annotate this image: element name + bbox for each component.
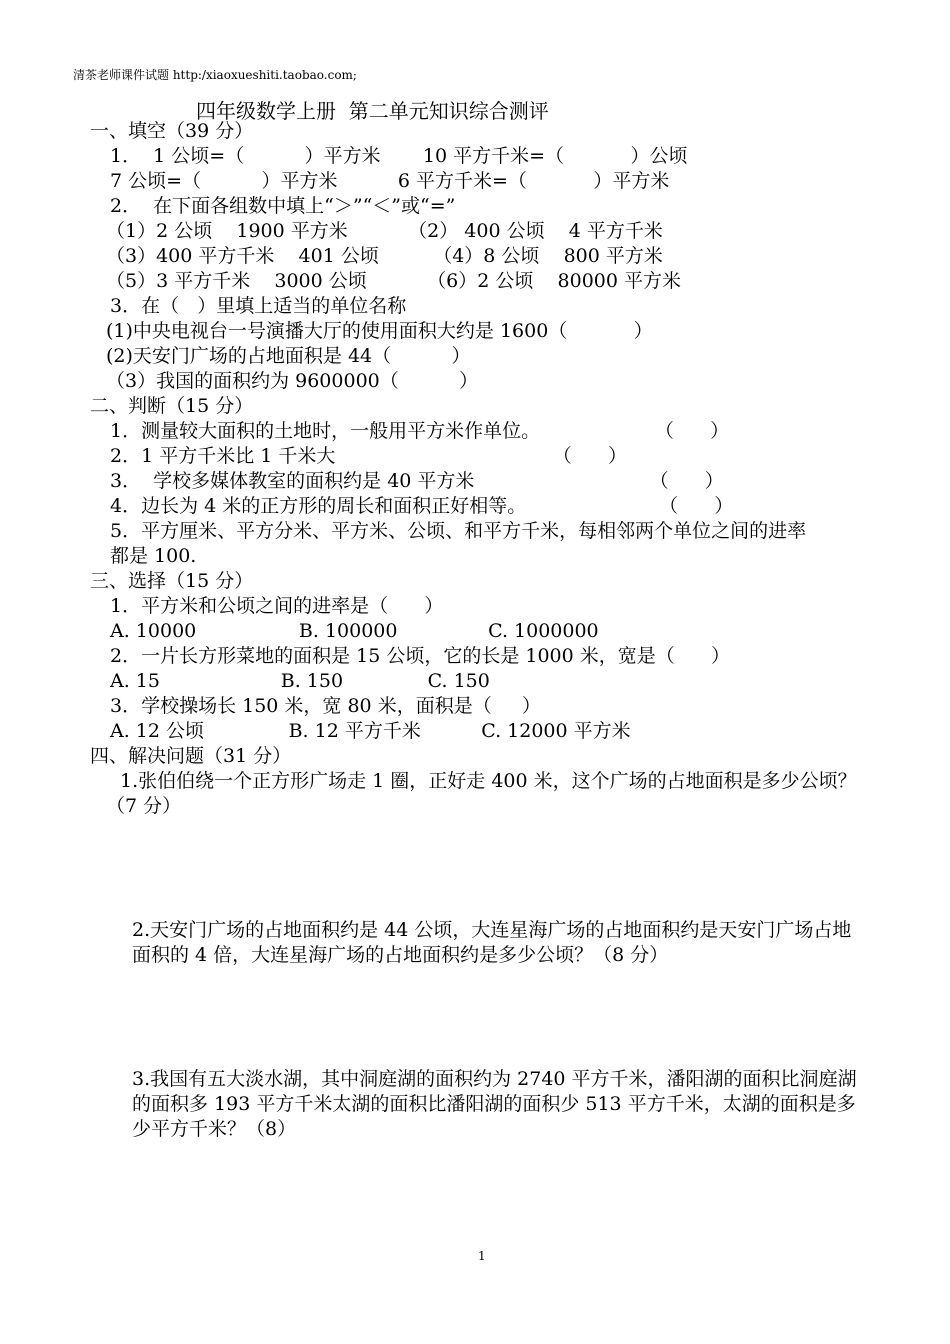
question-1-3-item-1: (1)中央电视台一号演播大厅的使用面积大约是 1600（ ）: [106, 320, 653, 342]
question-1-3-prompt: 3．在（ ）里填上适当的单位名称: [110, 295, 407, 317]
question-1-2-prompt: 2． 在下面各组数中填上“＞”“＜”或“=”: [110, 195, 456, 217]
problem-3-line-2: 的面积多 193 平方千米太湖的面积比潘阳湖的面积少 513 平方千米，太湖的面积是多: [132, 1093, 856, 1115]
problem-2-line-2: 面积的 4 倍，大连星海广场的占地面积约是多少公顷？（8 分）: [132, 944, 669, 966]
judge-item-2: 2．1 平方千米比 1 千米大 （ ）: [110, 445, 628, 467]
judge-item-5-line-2: 都是 100.: [110, 545, 197, 567]
section-3-heading: 三、选择（15 分）: [90, 570, 254, 592]
section-2-heading: 二、判断（15 分）: [90, 395, 254, 417]
question-1-2-row-2: （3）400 平方千米 401 公顷 （4）8 公顷 800 平方米: [106, 245, 663, 267]
problem-1-line-1: 1.张伯伯绕一个正方形广场走 1 圈，正好走 400 米，这个广场的占地面积是多少公顷？: [120, 770, 857, 792]
choice-1-options: A. 10000 B. 100000 C. 1000000: [110, 620, 599, 642]
question-1-1-line-1: 1． 1 公顷=（ ）平方米 10 平方千米=（ ）公顷: [110, 145, 688, 167]
problem-3-line-3: 少平方千米？（8）: [132, 1118, 297, 1140]
judge-item-1: 1．测量较大面积的土地时，一般用平方米作单位。 （ ）: [110, 420, 730, 442]
judge-item-4: 4．边长为 4 米的正方形的周长和面积正好相等。 （ ）: [110, 495, 734, 517]
section-4-heading: 四、解决问题（31 分）: [90, 745, 292, 767]
judge-item-5-line-1: 5．平方厘米、平方分米、平方米、公顷、和平方千米，每相邻两个单位之间的进率: [110, 520, 807, 542]
choice-3-options: A. 12 公顷 B. 12 平方千米 C. 12000 平方米: [110, 720, 631, 742]
judge-item-3: 3． 学校多媒体教室的面积约是 40 平方米 （ ）: [110, 470, 724, 492]
question-1-1-line-2: 7 公顷=（ ）平方米 6 平方千米=（ ）平方米: [110, 170, 670, 192]
page-header: 清茶老师课件试题 http:/xiaoxueshiti.taobao.com;: [73, 68, 357, 82]
problem-1-line-2: （7 分）: [106, 795, 182, 817]
problem-3-line-1: 3.我国有五大淡水湖，其中洞庭湖的面积约为 2740 平方千米，潘阳湖的面积比洞庭湖: [132, 1068, 857, 1090]
page-number: 1: [478, 1249, 486, 1263]
section-1-heading: 一、填空（39 分）: [90, 120, 254, 142]
question-1-3-item-3: （3）我国的面积约为 9600000（ ）: [106, 370, 479, 392]
question-1-2-row-1: （1）2 公顷 1900 平方米 （2） 400 公顷 4 平方千米: [106, 220, 663, 242]
problem-2-line-1: 2.天安门广场的占地面积约是 44 公顷，大连星海广场的占地面积约是天安门广场占地: [132, 919, 852, 941]
question-1-3-item-2: (2)天安门广场的占地面积是 44（ ）: [106, 345, 471, 367]
question-1-2-row-3: （5）3 平方千米 3000 公顷 （6）2 公顷 80000 平方米: [106, 270, 682, 292]
page-title: 四年级数学上册 第二单元知识综合测评: [196, 99, 549, 123]
choice-2-prompt: 2．一片长方形菜地的面积是 15 公顷，它的长是 1000 米，宽是（ ）: [110, 645, 731, 667]
choice-2-options: A. 15 B. 150 C. 150: [110, 670, 490, 692]
choice-3-prompt: 3．学校操场长 150 米，宽 80 米，面积是（ ）: [110, 695, 541, 717]
choice-1-prompt: 1．平方米和公顷之间的进率是（ ）: [110, 595, 444, 617]
